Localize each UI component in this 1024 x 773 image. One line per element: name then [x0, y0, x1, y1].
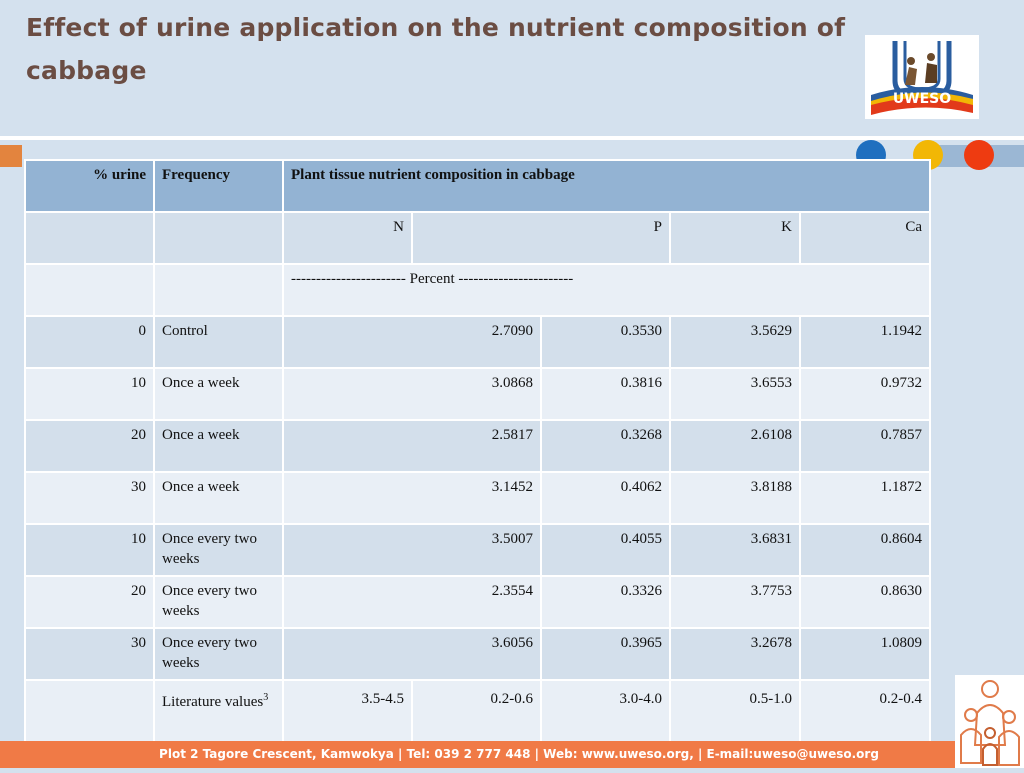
cell-ca: 0.9732	[800, 368, 930, 420]
table-row	[25, 524, 930, 576]
cell-k: 2.6108	[670, 420, 800, 472]
cell-ca: 1.1872	[800, 472, 930, 524]
cell-frequency: Once every two weeks	[154, 628, 283, 680]
cell-p: 0.3530	[541, 316, 670, 368]
cell-urine: 10	[25, 368, 154, 420]
literature-label: Literature values$^3$	[154, 680, 283, 742]
cell-urine: 10	[25, 524, 154, 576]
nutrient-names-row	[25, 212, 930, 264]
cell-urine: 0	[25, 316, 154, 368]
literature-v5: 0.2-0.4	[800, 680, 930, 742]
footer-contact: Plot 2 Tagore Crescent, Kamwokya | Tel: 039 2 777 448 | Web: www.uweso.org, | E-mail:uweso@uweso.org	[0, 741, 958, 768]
family-illustration	[955, 675, 1024, 768]
cell-frequency: Once every two weeks	[154, 576, 283, 628]
uweso-logo-graphic	[865, 35, 979, 119]
slide-title: Effect of urine application on the nutrient composition of cabbage	[26, 13, 846, 85]
cell-urine: 30	[25, 628, 154, 680]
cell-ca: 0.8604	[800, 524, 930, 576]
header-frequency: Frequency	[154, 160, 283, 212]
cell-n: 3.0868	[283, 368, 541, 420]
table-row	[25, 368, 930, 420]
cell-p: 0.3268	[541, 420, 670, 472]
nutrient-table	[24, 159, 931, 743]
cell-n: 2.3554	[283, 576, 541, 628]
table-row	[25, 576, 930, 628]
logo-lettering: UWESO	[892, 91, 952, 107]
cell-frequency: Once a week	[154, 472, 283, 524]
literature-v1: 3.5-4.5	[283, 680, 412, 742]
cell-n: 3.6056	[283, 628, 541, 680]
table-row	[25, 420, 930, 472]
cell-k: 3.6831	[670, 524, 800, 576]
unit-row	[25, 264, 930, 316]
cell-n: 2.7090	[283, 316, 541, 368]
cell-frequency: Once every two weeks	[154, 524, 283, 576]
nutrient-k: K	[670, 212, 800, 264]
header-composition: Plant tissue nutrient composition in cabbage	[283, 160, 930, 212]
table-header-row	[25, 160, 930, 212]
cell-p: 0.3965	[541, 628, 670, 680]
cell-p: 0.4062	[541, 472, 670, 524]
cell-k: 3.6553	[670, 368, 800, 420]
cell-n: 3.5007	[283, 524, 541, 576]
table-row	[25, 472, 930, 524]
cell-n: 2.5817	[283, 420, 541, 472]
family-drawing	[955, 675, 1024, 768]
cell-frequency: Once a week	[154, 420, 283, 472]
cell-urine: 20	[25, 576, 154, 628]
nutrient-ca: Ca	[800, 212, 930, 264]
literature-v4: 0.5-1.0	[670, 680, 800, 742]
cell-ca: 0.8630	[800, 576, 930, 628]
table-row	[25, 628, 930, 680]
header-urine: % urine	[25, 160, 154, 212]
literature-v2: 0.2-0.6	[412, 680, 541, 742]
cell-n: 3.1452	[283, 472, 541, 524]
unit-label: ----------------------- Percent -----------------------	[283, 264, 930, 316]
cell-frequency: Once a week	[154, 368, 283, 420]
cell-urine: 20	[25, 420, 154, 472]
accent-band-left	[0, 145, 22, 167]
table-row	[25, 316, 930, 368]
cell-k: 3.5629	[670, 316, 800, 368]
cell-frequency: Control	[154, 316, 283, 368]
decorative-dot-red	[964, 140, 994, 170]
cell-k: 3.2678	[670, 628, 800, 680]
cell-p: 0.3816	[541, 368, 670, 420]
cell-p: 0.4055	[541, 524, 670, 576]
cell-ca: 1.0809	[800, 628, 930, 680]
uweso-logo	[865, 35, 979, 119]
cell-p: 0.3326	[541, 576, 670, 628]
cell-ca: 1.1942	[800, 316, 930, 368]
literature-row	[25, 680, 930, 742]
nutrient-n: N	[283, 212, 412, 264]
nutrient-p: P	[412, 212, 670, 264]
cell-k: 3.8188	[670, 472, 800, 524]
cell-k: 3.7753	[670, 576, 800, 628]
cell-ca: 0.7857	[800, 420, 930, 472]
cell-urine: 30	[25, 472, 154, 524]
literature-v3: 3.0-4.0	[541, 680, 670, 742]
